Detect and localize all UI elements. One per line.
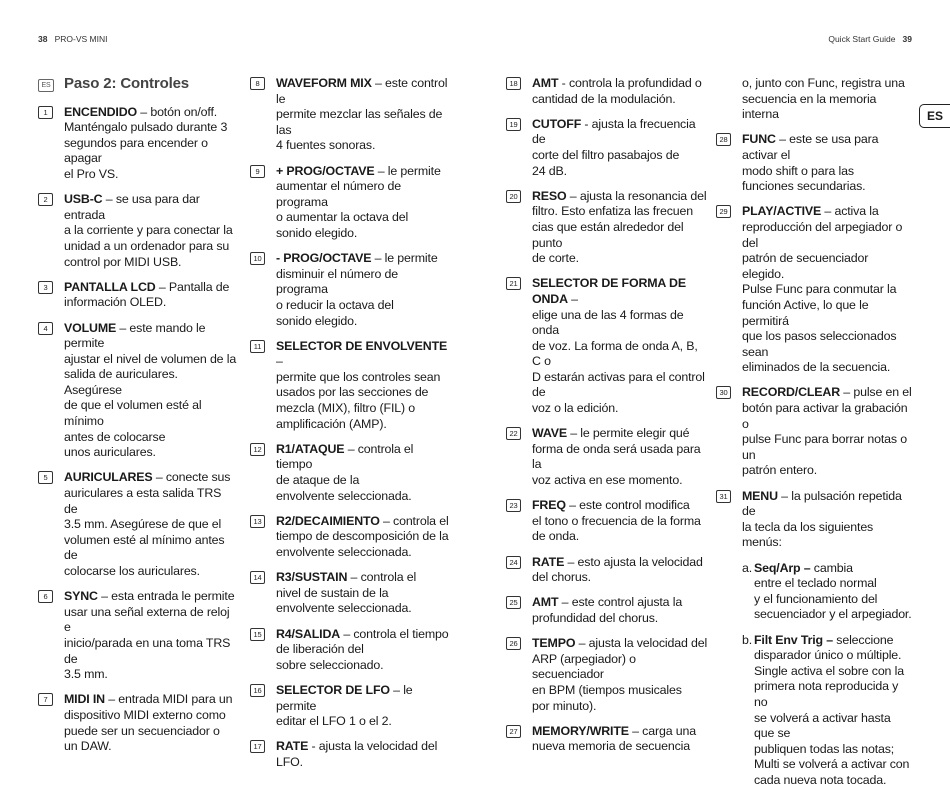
subitem-description: cambia entre el teclado normal y el funcionamiento del secuenciador y el arpegiador.	[754, 560, 912, 622]
control-item-19	[506, 117, 708, 179]
control-name: RESO	[532, 188, 567, 203]
control-item-18	[506, 76, 708, 107]
section-heading	[38, 76, 238, 93]
control-description: – controla el nivel de sustain de la envolvente seleccionada.	[276, 570, 417, 616]
item-number-badge: 10	[250, 252, 265, 265]
control-description: – Pantalla de información OLED.	[64, 279, 230, 310]
item-number-badge: 9	[250, 165, 265, 178]
control-name: TEMPO	[532, 636, 576, 651]
control-name: R3/SUSTAIN	[276, 570, 348, 585]
control-item-6	[38, 589, 238, 683]
subitem-letter: b.	[742, 632, 753, 647]
item-number-badge: 30	[716, 386, 731, 399]
control-description: – le permite aumentar el número de programa o aumentar la octava del sonido elegido.	[276, 163, 441, 240]
control-item-7	[38, 692, 238, 754]
control-name: RECORD/CLEAR	[742, 385, 841, 400]
control-item-15	[250, 627, 450, 674]
item-number-badge: 20	[506, 190, 521, 203]
control-description: – este control le permite mezclar las señales de las 4 fuentes sonoras.	[276, 76, 448, 153]
control-item-12	[250, 442, 450, 504]
control-name: AMT	[532, 595, 559, 610]
control-item-3	[38, 280, 238, 311]
control-name: FUNC	[742, 132, 776, 147]
item-number-badge: 4	[38, 322, 53, 335]
control-description: – controla el tiempo de ataque de la envolvente seleccionada.	[276, 441, 414, 503]
control-item-21	[506, 276, 708, 416]
item-number-badge: 14	[250, 571, 265, 584]
page-number-left: 38	[38, 34, 48, 44]
control-item-25	[506, 595, 708, 626]
control-name: + PROG/OCTAVE	[276, 163, 375, 178]
control-item-24	[506, 555, 708, 586]
subitem-description: seleccione disparador único o múltiple. Single activa el sobre con la primera nota reproducida y no se volverá a activar hasta que se publiquen todas las notas; Multi se volverá a activar con cada nueva nota tocada.	[754, 632, 910, 787]
control-name: MEMORY/WRITE	[532, 723, 629, 738]
control-item-8	[250, 76, 450, 154]
control-name: R4/SALIDA	[276, 626, 341, 641]
column-4	[716, 76, 912, 798]
control-name: MIDI IN	[64, 692, 105, 707]
control-description: – ajusta la resonancia del filtro. Esto enfatiza las frecuen cias que están alrededor del punto de corte.	[532, 188, 707, 266]
control-item-30	[716, 385, 912, 479]
control-item-31	[716, 489, 912, 551]
control-description: – este control ajusta la profundidad del chorus.	[532, 595, 683, 625]
control-item-2	[38, 192, 238, 270]
control-description: – esta entrada le permite usar una señal externa de reloj e inicio/parada en una toma TRS de 3.5 mm.	[64, 589, 235, 682]
item-number-badge: 27	[506, 725, 521, 738]
control-name: RATE	[276, 739, 309, 754]
control-description: – ajusta la velocidad del ARP (arpegiador) o secuenciador en BPM (tiempos musicales por minuto).	[532, 636, 708, 713]
item-number-badge: 13	[250, 515, 265, 528]
column-4-items	[716, 132, 912, 551]
control-item-28	[716, 132, 912, 194]
product-title: PRO-VS MINI	[54, 34, 108, 44]
control-item-14	[250, 570, 450, 617]
item-number-badge: 19	[506, 118, 521, 131]
item-number-badge: 24	[506, 556, 521, 569]
menu-subitem	[742, 633, 912, 789]
control-description: – le permite disminuir el número de programa o reducir la octava del sonido elegido.	[276, 251, 438, 328]
control-name: AMT	[532, 76, 559, 90]
item-number-badge: 21	[506, 277, 521, 290]
column-3	[506, 76, 708, 765]
item-number-badge: 3	[38, 281, 53, 294]
control-name: SYNC	[64, 589, 98, 604]
control-item-23	[506, 498, 708, 545]
control-name: SELECTOR DE LFO	[276, 682, 390, 697]
item-number-badge: 25	[506, 596, 521, 609]
control-name: SELECTOR DE ENVOLVENTE	[276, 338, 448, 353]
language-tag: ES	[38, 79, 54, 92]
control-description: – le permite editar el LFO 1 o el 2.	[276, 682, 413, 729]
control-item-13	[250, 514, 450, 561]
control-name: SELECTOR DE FORMA DE ONDA	[532, 276, 686, 306]
control-description: – se usa para dar entrada a la corriente y para conectar la unidad a un ordenador para su control por MIDI USB.	[64, 192, 233, 269]
control-description: - controla la profundidad o cantidad de la modulación.	[532, 76, 702, 106]
control-description: - ajusta la velocidad del LFO.	[276, 739, 438, 769]
item-number-badge: 26	[506, 637, 521, 650]
control-item-26	[506, 636, 708, 714]
item-number-badge: 5	[38, 471, 53, 484]
control-name: PLAY/ACTIVE	[742, 204, 822, 219]
item-number-badge: 11	[250, 340, 265, 353]
control-description: – activa la reproducción del arpegiador o del patrón de secuenciador elegido. Pulse Func para conmutar la función Active, lo que le permitirá que los pasos seleccionados sean eliminados de la secuencia.	[742, 204, 903, 375]
control-item-5	[38, 470, 238, 579]
control-name: USB-C	[64, 192, 103, 207]
control-description: – este control modifica el tono o frecuencia de la forma de onda.	[532, 498, 701, 544]
control-name: RATE	[532, 554, 565, 569]
control-name: - PROG/OCTAVE	[276, 251, 372, 266]
control-description: - ajusta la frecuencia de corte del filtro pasabajos de 24 dB.	[532, 116, 696, 178]
control-name: R2/DECAIMIENTO	[276, 513, 380, 528]
control-description: – pulse en el botón para activar la grabación o pulse Func para borrar notas o un patrón entero.	[742, 385, 912, 478]
item-number-badge: 29	[716, 205, 731, 218]
item-number-badge: 2	[38, 193, 53, 206]
control-item-27	[506, 724, 708, 755]
control-item-4	[38, 321, 238, 461]
item-number-badge: 16	[250, 684, 265, 697]
subitem-title: Seq/Arp –	[754, 560, 811, 575]
control-description: – la pulsación repetida de la tecla da los siguientes menús:	[742, 488, 902, 550]
control-description: – este se usa para activar el modo shift o para las funciones secundarias.	[742, 132, 879, 194]
item-number-badge: 17	[250, 740, 265, 753]
page-header-right	[828, 34, 912, 44]
item-number-badge: 31	[716, 490, 731, 503]
control-name: WAVEFORM MIX	[276, 76, 372, 90]
menu-subitems	[716, 561, 912, 789]
control-description: – botón on/off. Manténgalo pulsado durante 3 segundos para encender o apagar el Pro VS.	[64, 104, 228, 181]
item-number-badge: 22	[506, 427, 521, 440]
control-description: – conecte sus auriculares a esta salida TRS de 3.5 mm. Asegúrese de que el volumen esté al mínimo antes de colocarse los auriculares.	[64, 470, 231, 578]
control-name: AURICULARES	[64, 470, 153, 485]
column-1	[38, 76, 238, 764]
menu-subitem	[742, 561, 912, 623]
control-description: – permite que los controles sean usados por las secciones de mezcla (MIX), filtro (FIL) o amplificación (AMP).	[276, 354, 441, 431]
control-item-1	[38, 105, 238, 183]
item-number-badge: 15	[250, 628, 265, 641]
control-name: VOLUME	[64, 320, 117, 335]
control-item-17	[250, 739, 450, 770]
control-name: WAVE	[532, 426, 567, 441]
control-description: – le permite elegir qué forma de onda será usada para la voz activa en ese momento.	[532, 426, 701, 488]
control-name: R1/ATAQUE	[276, 441, 345, 456]
item-number-badge: 6	[38, 590, 53, 603]
item-number-badge: 8	[250, 77, 265, 90]
item-number-badge: 18	[506, 77, 521, 90]
item-number-badge: 28	[716, 133, 731, 146]
item-number-badge: 23	[506, 499, 521, 512]
control-item-22	[506, 426, 708, 488]
control-item-11	[250, 339, 450, 433]
language-side-tab: ES	[919, 104, 950, 128]
control-description: – este mando le permite ajustar el nivel de volumen de la salida de auriculares. Asegúrese de que el volumen esté al mínimo antes de colocarse unos auriculares.	[64, 320, 237, 460]
control-name: CUTOFF	[532, 116, 582, 131]
control-name: PANTALLA LCD	[64, 279, 156, 294]
column-2	[250, 76, 450, 780]
subitem-letter: a.	[742, 560, 753, 575]
subitem-title: Filt Env Trig –	[754, 632, 833, 647]
control-description: – entrada MIDI para un dispositivo MIDI externo como puede ser un secuenciador o un DAW.	[64, 692, 233, 754]
control-item-29	[716, 204, 912, 376]
control-name: ENCENDIDO	[64, 104, 137, 119]
control-description: – elige una de las 4 formas de onda de voz. La forma de onda A, B, C o D estarán activas para el control de voz o la edición.	[532, 291, 705, 416]
control-description: – controla el tiempo de liberación del sobre seleccionado.	[276, 626, 449, 672]
continuation-text: o, junto con Func, registra una secuencia en la memoria interna	[742, 76, 905, 122]
control-item-20	[506, 189, 708, 267]
section-title: Paso 2: Controles	[64, 75, 189, 92]
item-number-badge: 7	[38, 693, 53, 706]
guide-title: Quick Start Guide	[828, 34, 896, 44]
control-item-16	[250, 683, 450, 730]
page-number-right: 39	[902, 34, 912, 44]
item-number-badge: 12	[250, 443, 265, 456]
control-item-9	[250, 164, 450, 242]
page-header-left	[38, 34, 107, 44]
control-name: FREQ	[532, 498, 566, 513]
control-item-10	[250, 251, 450, 329]
control-name: MENU	[742, 488, 778, 503]
control-description: – controla el tiempo de descomposición de la envolvente seleccionada.	[276, 513, 449, 559]
item-number-badge: 1	[38, 106, 53, 119]
control-description: – carga una nueva memoria de secuencia	[532, 723, 696, 754]
control-description: – esto ajusta la velocidad del chorus.	[532, 554, 703, 585]
